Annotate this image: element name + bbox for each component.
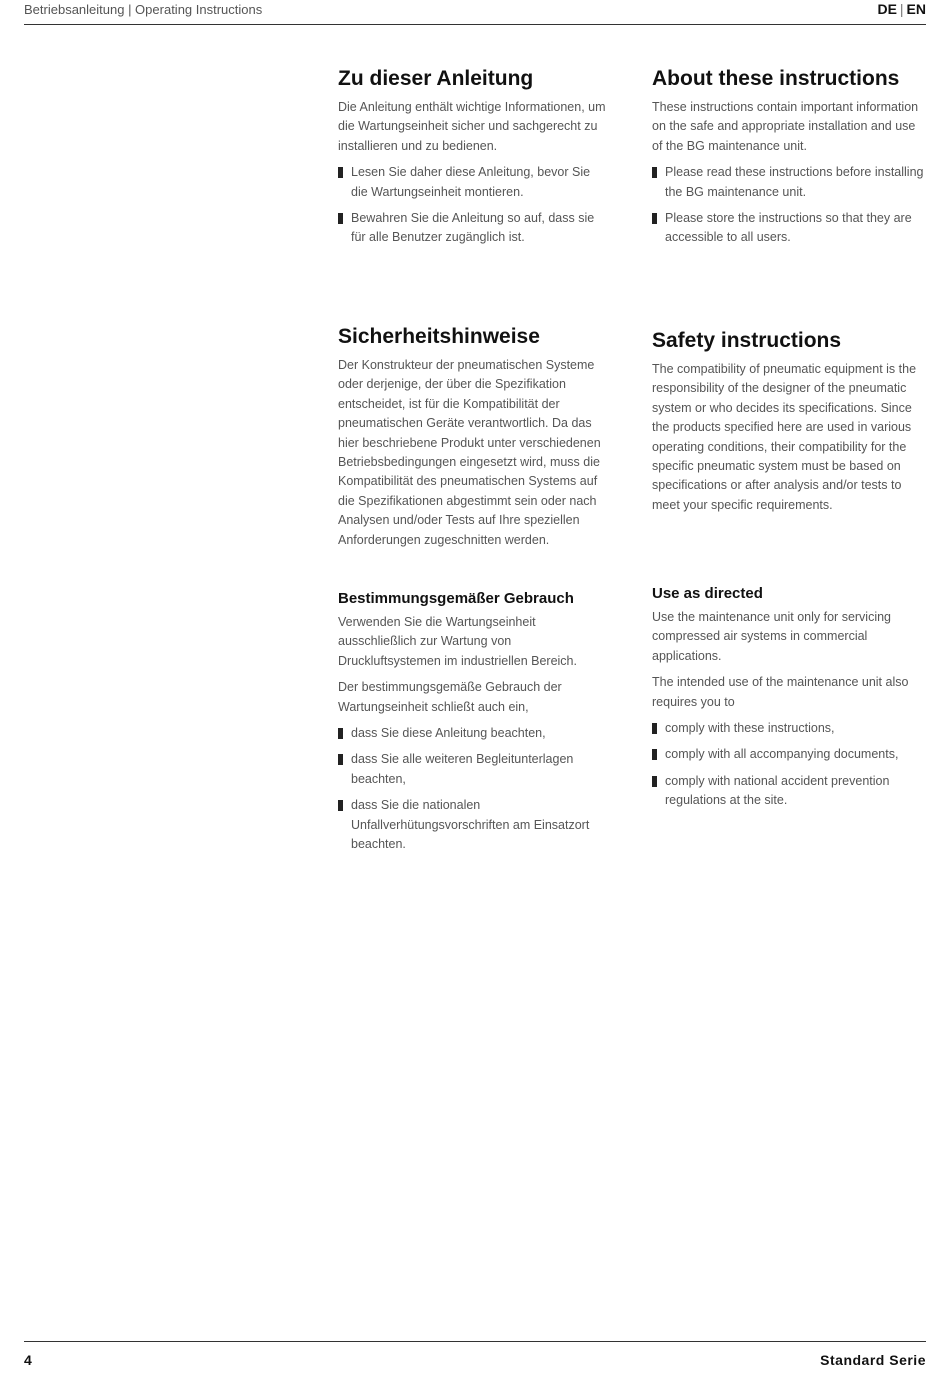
bullet-list (338, 724, 610, 854)
section-use-en (652, 584, 924, 818)
list-item-text: Lesen Sie daher diese Anleitung, bevor Sie die Wartungseinheit montieren. (351, 165, 591, 199)
page-footer (24, 1341, 926, 1375)
section-title: About these instructions (652, 67, 900, 90)
section-title: Zu dieser Anleitung (338, 67, 534, 90)
list-item-text: comply with national accident prevention regulations at the site. (665, 773, 890, 808)
bullet-marker-icon (652, 213, 657, 224)
section-subtitle: Use as directed (652, 585, 763, 602)
list-item (652, 209, 924, 248)
bullet-list (652, 163, 924, 248)
bullet-marker-icon (338, 167, 343, 178)
section-paragraph: Verwenden Sie die Wartungseinheit ausschließlich zur Wartung von Druckluftsystemen im industriellen Bereich. (338, 615, 577, 668)
lang-de: DE (877, 1, 897, 17)
bullet-marker-icon (652, 167, 657, 178)
header-title: Betriebsanleitung | Operating Instructions (24, 2, 263, 17)
bullet-marker-icon (338, 213, 343, 224)
section-title: Sicherheitshinweise (338, 325, 540, 348)
bullet-marker-icon (338, 754, 343, 765)
list-item-text: comply with these instructions, (665, 721, 835, 736)
list-item (338, 796, 610, 854)
list-item-text: Please read these instructions before installing the BG maintenance unit. (665, 165, 924, 199)
series-name: Standard Serie (820, 1352, 926, 1368)
section-safety-de (338, 324, 610, 557)
list-item-text: dass Sie die nationalen Unfallverhütungsvorschriften am Einsatzort beachten. (351, 798, 590, 852)
section-intro: Die Anleitung enthält wichtige Informationen, um die Wartungseinheit sicher und sachgerecht zu installieren und zu bedienen. (338, 100, 606, 153)
list-item (338, 750, 610, 789)
list-item (652, 745, 924, 764)
list-item (338, 724, 610, 743)
list-item-text: Please store the instructions so that they are accessible to all users. (665, 211, 912, 245)
section-intro: These instructions contain important information on the safe and appropriate installation and use of the BG maintenance unit. (652, 100, 919, 153)
lang-en: EN (906, 1, 926, 17)
bullet-list (338, 163, 610, 248)
bullet-marker-icon (652, 749, 657, 760)
list-item (338, 163, 610, 202)
list-item-text: dass Sie diese Anleitung beachten, (351, 726, 546, 741)
page-header (24, 0, 926, 25)
list-item-text: Bewahren Sie die Anleitung so auf, dass sie für alle Benutzer zugänglich ist. (351, 211, 595, 245)
list-item (338, 209, 610, 248)
bullet-marker-icon (652, 723, 657, 734)
list-item (652, 772, 924, 811)
bullet-list (652, 719, 924, 811)
section-title: Safety instructions (652, 329, 842, 352)
section-use-de (338, 589, 610, 861)
section-paragraph: Use the maintenance unit only for servicing compressed air systems in commercial applications. (652, 610, 892, 663)
lang-separator: | (899, 1, 904, 17)
bullet-marker-icon (338, 728, 343, 739)
section-paragraph: The intended use of the maintenance unit also requires you to (652, 675, 909, 709)
list-item-text: dass Sie alle weiteren Begleitunterlagen beachten, (351, 752, 574, 786)
section-safety-en (652, 328, 924, 522)
section-text: Der Konstrukteur der pneumatischen Systeme oder derjenige, der über die Spezifikation entscheidet, ist für die Kompatibilität der pneumatischen Geräte verantwortlich. Da das hier beschriebene Produkt unter verschiedenen Betriebsbedingungen eingesetzt wird, muss die Kompatibilität des pneumatischen Systems auf die Spezifikationen abgestimmt sein oder nach Analysen und/oder Tests auf Ihre speziellen Anforderungen zugeschnitten werden. (338, 358, 601, 547)
bullet-marker-icon (652, 776, 657, 787)
language-indicator (877, 1, 926, 17)
section-text: The compatibility of pneumatic equipment is the responsibility of the designer of the pneumatic system or who decides its specifications. Since the products specified here are used in various operating conditions, their compatibility for the specific pneumatic system must be based on specifications or after analysis and/or tests to meet your specific requirements. (652, 362, 917, 512)
list-item (652, 719, 924, 738)
list-item (652, 163, 924, 202)
section-about-de (338, 66, 610, 255)
section-subtitle: Bestimmungsgemäßer Gebrauch (338, 590, 574, 607)
section-about-en (652, 66, 924, 255)
section-paragraph: Der bestimmungsgemäße Gebrauch der Wartungseinheit schließt auch ein, (338, 680, 562, 714)
page-number: 4 (24, 1352, 32, 1368)
bullet-marker-icon (338, 800, 343, 811)
list-item-text: comply with all accompanying documents, (665, 747, 899, 762)
